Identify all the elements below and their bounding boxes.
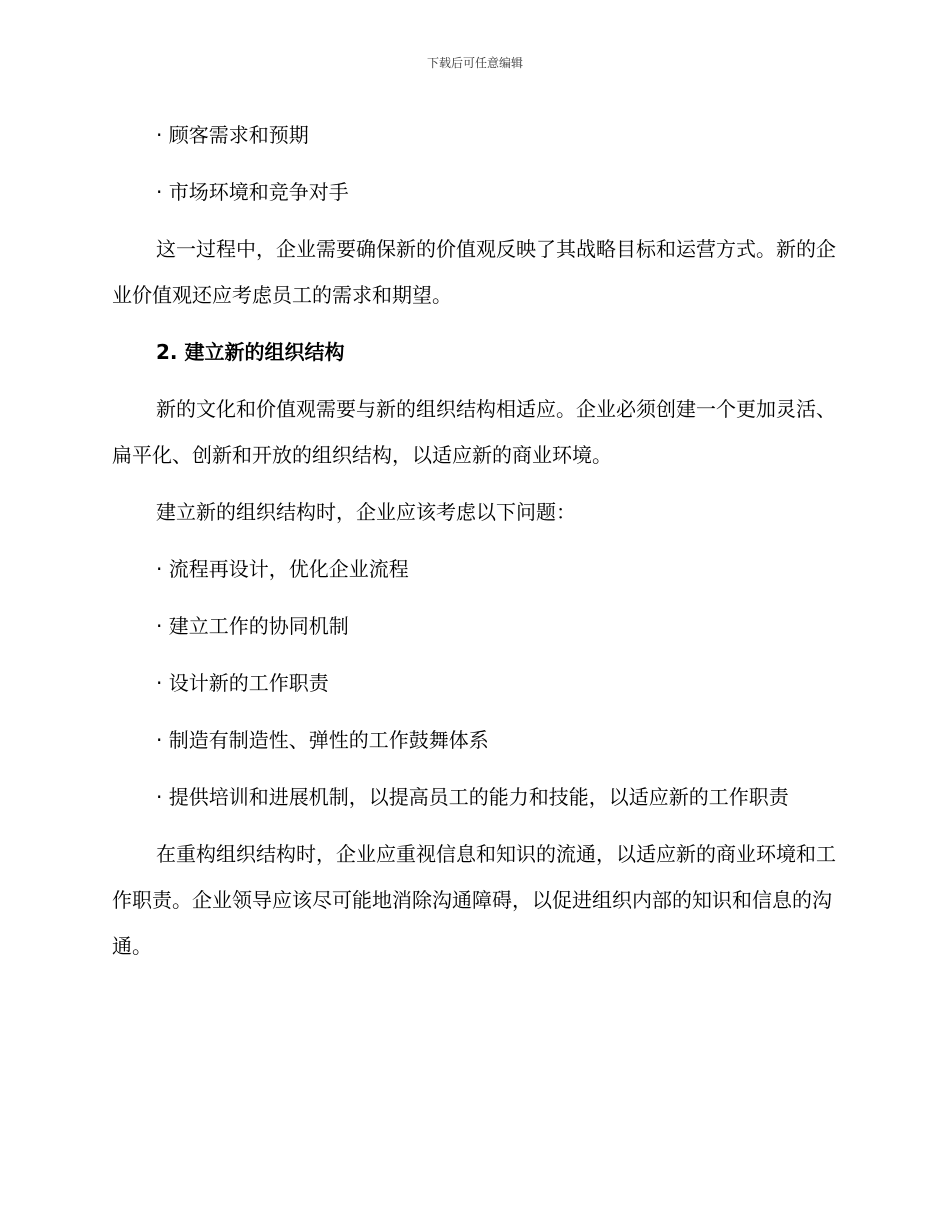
bullet-job-responsibilities: · 设计新的工作职责 [156, 671, 329, 695]
bullet-incentive-system: · 制造有制造性、弹性的工作鼓舞体系 [156, 728, 489, 752]
bullet-training-development: · 提供培训和进展机制，以提高员工的能力和技能，以适应新的工作职责 [156, 785, 789, 809]
page-header-note: 下载后可任意编辑 [426, 56, 523, 70]
bullet-customer-needs: · 顾客需求和预期 [156, 123, 309, 147]
paragraph-information-flow: 在重构组织结构时，企业应重视信息和知识的流通，以适应新的商业环境和工作职责。企业领导应该尽可能地消除沟通障碍，以促进组织内部的知识和信息的沟通。 [112, 842, 836, 958]
bullet-collaboration-mechanism: · 建立工作的协同机制 [156, 614, 349, 638]
paragraph-structure-adapt: 新的文化和价值观需要与新的组织结构相适应。企业必须创建一个更加灵活、扁平化、创新和开放的组织结构，以适应新的商业环境。 [112, 397, 836, 467]
bullet-process-redesign: · 流程再设计，优化企业流程 [156, 557, 409, 581]
paragraph-considerations-intro: 建立新的组织结构时，企业应该考虑以下问题： [156, 500, 576, 524]
document-body [112, 112, 840, 980]
paragraph-values-reflect-strategy: 这一过程中，企业需要确保新的价值观反映了其战略目标和运营方式。新的企业价值观还应考虑员工的需求和期望。 [112, 237, 836, 307]
bullet-market-environment: · 市场环境和竞争对手 [156, 180, 349, 204]
section-heading-new-structure: 2. 建立新的组织结构 [156, 340, 345, 364]
